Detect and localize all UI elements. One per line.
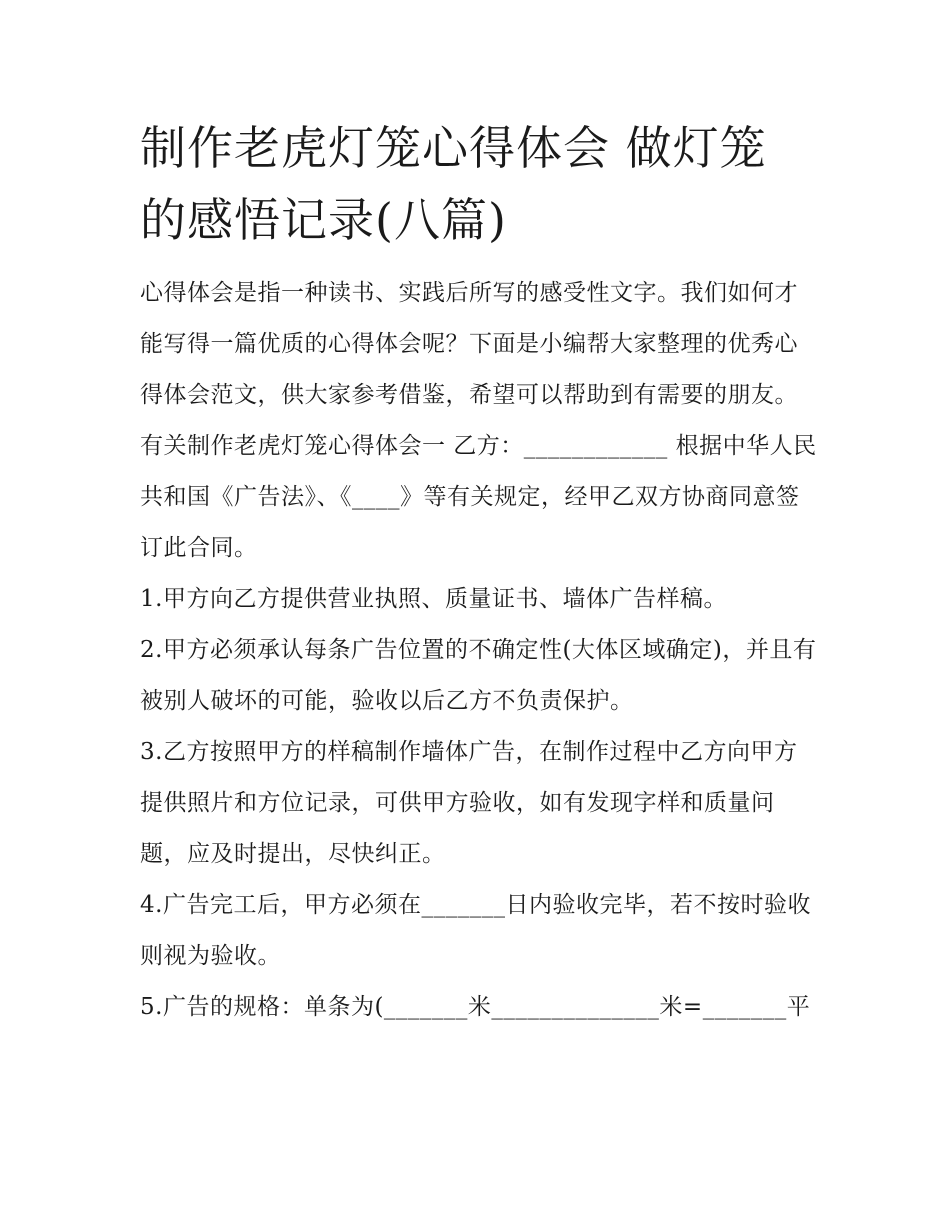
intro-paragraph: 心得体会是指一种读书、实践后所写的感受性文字。我们如何才能写得一篇优质的心得体会呢？下面是小编帮大家整理的优秀心得体会范文，供大家参考借鉴，希望可以帮助到有需要的朋友。 [140,280,798,408]
clause-1: 1.甲方向乙方提供营业执照、质量证书、墙体广告样稿。 [140,586,727,612]
document-page [140,112,820,1033]
title-line-2: 的感悟记录(八篇) [140,193,507,247]
clause-2: 2.甲方必须承认每条广告位置的不确定性(大体区域确定)，并且有被别人破坏的可能，验收以后乙方不负责保护。 [140,637,817,714]
clause-4: 4.广告完工后，甲方必须在_______日内验收完毕，若不按时验收则视为验收。 [140,892,811,969]
document-title [140,112,820,256]
clause-3: 3.乙方按照甲方的样稿制作墙体广告，在制作过程中乙方向甲方提供照片和方位记录，可供甲方验收，如有发现字样和质量问题，应及时提出，尽快纠正。 [140,739,798,867]
clause-5: 5.广告的规格：单条为(_______米______________米=_______平 [140,994,811,1020]
title-line-1: 制作老虎灯笼心得体会 做灯笼 [140,121,767,175]
contract-intro-paragraph: 有关制作老虎灯笼心得体会一 乙方：____________ 根据中华人民共和国《广告法》、《____》等有关规定，经甲乙双方协商同意签订此合同。 [140,433,817,561]
